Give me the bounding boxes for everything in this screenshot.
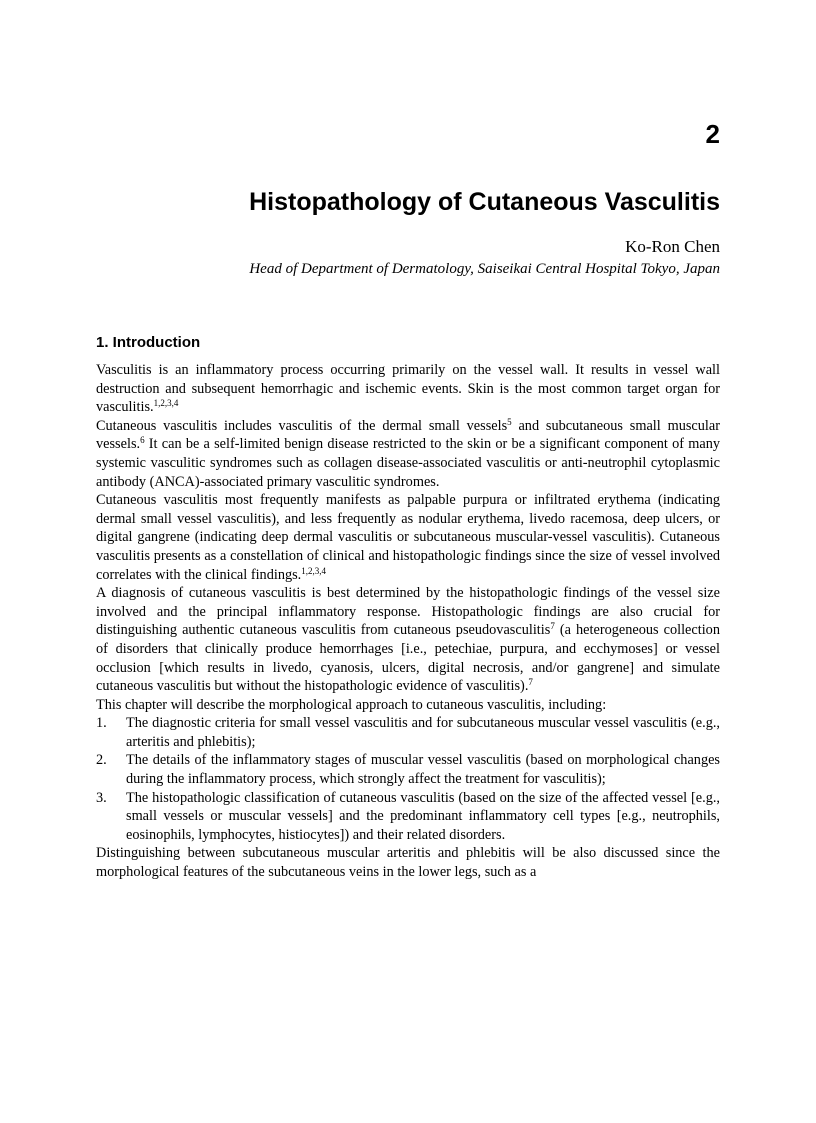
paragraph-1: Vasculitis is an inflammatory process occurring primarily on the vessel wall. It results in vessel wall destruction and subsequent hemorrhagic and ischemic events. Skin is the most common target organ for vasculitis.$^{1,2,3,4}$: [96, 362, 720, 416]
citation: 6: [140, 435, 145, 446]
chapter-number: 2: [705, 119, 720, 149]
list-item: 3. The histopathologic classification of cutaneous vasculitis (based on the size of the affected vessel [e.g., small vessels or muscular vessels] and the predominant inflammatory cell types [e.g., neutrophils, eosinophils, lymphocytes, histiocytes]) and their related disorders.: [96, 789, 720, 843]
paragraph-6: Distinguishing between subcutaneous muscular arteritis and phlebitis will be also discussed since the morphological features of the subcutaneous veins in the lower legs, such as a: [96, 845, 720, 881]
paragraph-2: Cutaneous vasculitis includes vasculitis of the dermal small vessels$^5$ and subcutaneous small muscular vessels.$^6$ It can be a self-limited benign disease restricted to the skin or be a significant component of many systemic vasculitic syndromes such as collagen disease-associated vasculitis or anti-neutrophil cytoplasmic antibody (ANCA)-associated primary vasculitic syndromes.: [96, 416, 720, 490]
paragraph-4: A diagnosis of cutaneous vasculitis is best determined by the histopathologic findings of the vessel size involved and the principal inflammatory response. Histopathologic findings are also crucial for distinguishing authentic cutaneous vasculitis from cutaneous pseudovasculitis$^7$ (a heterogeneous collection of disorders that clinically produce hemorrhages [i.e., petechiae, purpura, and ecchymoses] or vessel occlusion [which results in livedo, cyanosis, ulcers, digital necrosis, and/or gangrene] and simulate cutaneous vasculitis but without the histopathologic evidence of vasculitis).$^7$: [96, 585, 720, 695]
citation: 7: [550, 621, 555, 632]
citation: 1,2,3,4: [301, 565, 327, 576]
author-affiliation: Head of Department of Dermatology, Saiseikai Central Hospital Tokyo, Japan: [249, 261, 720, 277]
numbered-list: [96, 714, 720, 844]
list-item: 2. The details of the inflammatory stages of muscular vessel vasculitis (based on morphological changes during the inflammatory process, which strongly affect the treatment for vasculitis);: [96, 752, 720, 788]
paragraph-5: This chapter will describe the morphological approach to cutaneous vasculitis, including:: [96, 696, 607, 713]
citation: 5: [507, 416, 512, 427]
author-name: Ko-Ron Chen: [625, 237, 720, 256]
chapter-title: Histopathology of Cutaneous Vasculitis: [249, 188, 720, 216]
citation: 1,2,3,4: [153, 398, 179, 409]
section-heading: 1. Introduction: [96, 334, 201, 351]
citation: 7: [528, 677, 533, 688]
list-item: 1. The diagnostic criteria for small vessel vasculitis and for subcutaneous muscular vessel vasculitis (e.g., arteritis and phlebitis);: [96, 715, 720, 750]
paragraph-3: Cutaneous vasculitis most frequently manifests as palpable purpura or infiltrated erythema (indicating dermal small vessel vasculitis), and less frequently as nodular erythema, livedo racemosa, deep ulcers, or digital gangrene (indicating deep dermal vasculitis or subcutaneous muscular-vessel vasculitis). Cutaneous vasculitis presents as a constellation of clinical and histopathologic findings since the size of vessel involved correlates with the clinical findings.$^{1,2,3,4}$: [96, 492, 720, 583]
body-text: [96, 361, 720, 882]
